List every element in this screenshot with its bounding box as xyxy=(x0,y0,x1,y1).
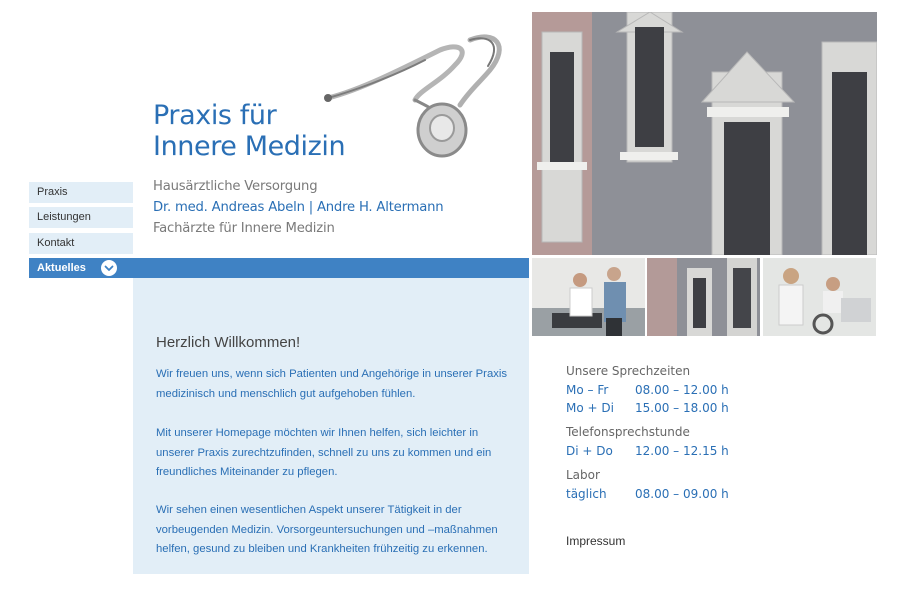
hours-days: Mo + Di xyxy=(566,401,614,415)
paragraph-line: helfen, gesund zu bleiben und Krankheiten frühzeitig zu erkennen. xyxy=(156,543,488,555)
doctors-photo xyxy=(532,258,645,336)
subtitle-doctors: Dr. med. Andreas Abeln | Andre H. Altermann xyxy=(153,200,444,215)
hours-row xyxy=(566,383,729,397)
paragraph-line: Mit unserer Homepage möchten wir Ihnen helfen, sich leichter in xyxy=(156,427,479,439)
hours-heading-labor: Labor xyxy=(566,468,600,482)
subtitle-specialty: Fachärzte für Innere Medizin xyxy=(153,221,335,236)
hours-time: 12.00 – 12.15 h xyxy=(635,444,729,458)
nav-item-kontakt[interactable]: Kontakt xyxy=(29,233,133,254)
impressum-link[interactable]: Impressum xyxy=(566,534,626,548)
paragraph-line: freundliches Miteinander zu pflegen. xyxy=(156,466,338,478)
paragraph-line: vorbeugenden Medizin. Vorsorgeuntersuchungen und –maßnahmen xyxy=(156,523,498,536)
hours-days: Mo – Fr xyxy=(566,383,609,397)
paragraph-line: Wir freuen uns, wenn sich Patienten und Angehörige in unserer Praxis xyxy=(156,368,508,380)
hours-heading-sprechzeiten: Unsere Sprechzeiten xyxy=(566,364,691,378)
building-facade-photo xyxy=(532,12,877,255)
hours-days: Di + Do xyxy=(566,444,613,458)
chevron-down-icon[interactable] xyxy=(101,260,117,276)
paragraph-line: Wir sehen einen wesentlichen Aspekt unserer Tätigkeit in der xyxy=(156,504,462,516)
building-detail-photo xyxy=(647,258,760,336)
hours-time: 08.00 – 09.00 h xyxy=(635,487,729,501)
hours-heading-telefon: Telefonsprechstunde xyxy=(566,425,690,439)
subtitle-care: Hausärztliche Versorgung xyxy=(153,179,318,194)
hours-row xyxy=(566,401,729,415)
paragraph-line: unserer Praxis zurechtzufinden, schnell zu uns zu kommen und ein xyxy=(156,446,492,459)
patients-ergometer-photo xyxy=(763,258,876,336)
paragraph-line: medizinisch und menschlich gut aufgehoben fühlen. xyxy=(156,387,416,400)
hours-time: 15.00 – 18.00 h xyxy=(635,401,729,415)
title-line-1: Praxis für xyxy=(153,100,277,131)
nav-item-praxis[interactable]: Praxis xyxy=(29,182,133,203)
hours-row xyxy=(566,487,729,501)
paragraph-2 xyxy=(156,424,516,483)
paragraph-3 xyxy=(156,501,516,560)
hours-time: 08.00 – 12.00 h xyxy=(635,383,729,397)
nav-item-aktuelles[interactable]: Aktuelles xyxy=(37,262,86,274)
page-title xyxy=(153,100,513,162)
title-line-2: Innere Medizin xyxy=(153,131,346,162)
welcome-heading: Herzlich Willkommen! xyxy=(156,334,301,351)
nav-item-leistungen[interactable]: Leistungen xyxy=(29,207,133,228)
hours-days: täglich xyxy=(566,487,607,501)
hours-row xyxy=(566,444,729,458)
paragraph-1 xyxy=(156,365,516,404)
